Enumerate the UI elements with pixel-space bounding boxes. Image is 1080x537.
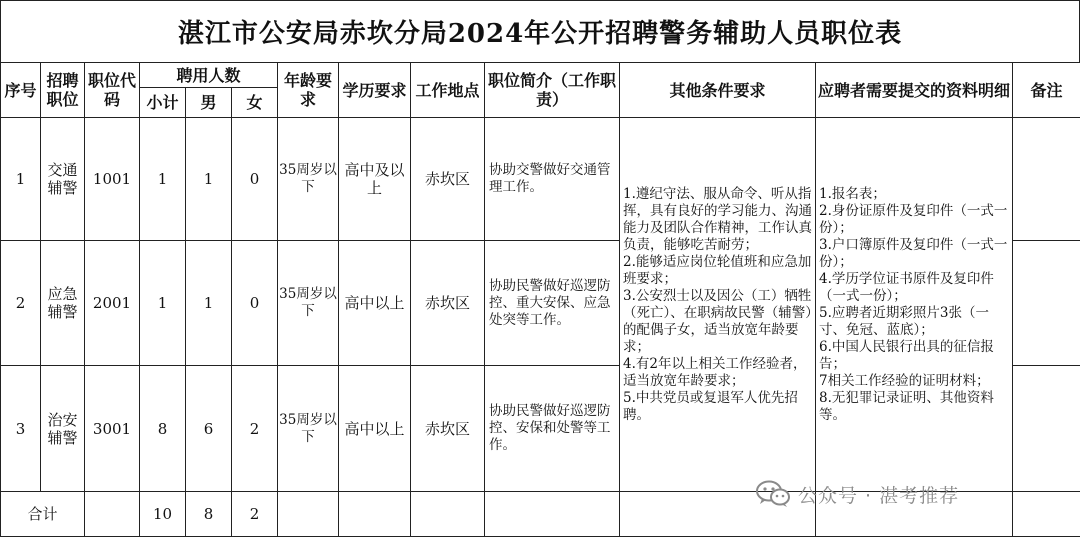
table-row: [1, 118, 1080, 241]
cell-code: 3001: [85, 366, 140, 492]
cell-remarks: [1013, 366, 1080, 492]
condition-item: 3.公安烈士以及因公（工）牺牲（死亡）、在职病故民警（辅警）的配偶子女，适当放宽年龄要求；: [623, 287, 812, 355]
cell-female: 2: [232, 366, 278, 492]
conditions-cell: [620, 118, 816, 492]
document-item: 4.学历学位证书原件及复印件（一式一份）；: [819, 270, 994, 304]
cell-age: 35周岁以下: [278, 241, 339, 366]
cell-location: 赤坎区: [411, 118, 485, 241]
cell-intro: 协助民警做好巡逻防控、安保和处警等工作。: [485, 366, 620, 492]
document-item: 7相关工作经验的证明材料；: [819, 372, 990, 389]
document-item: 8.无犯罪记录证明、其他资料等。: [819, 389, 994, 423]
total-empty: [1013, 492, 1080, 537]
cell-intro: 协助交警做好交通管理工作。: [485, 118, 620, 241]
cell-male: 1: [186, 241, 232, 366]
document-item: 1.报名表；: [819, 185, 886, 202]
watermark: [756, 476, 959, 512]
header-code: 职位代码: [85, 63, 140, 118]
cell-male: 6: [186, 366, 232, 492]
header-subtotal: 小计: [140, 88, 186, 118]
cell-education: 高中及以上: [339, 118, 411, 241]
header-row-1: [1, 63, 1080, 88]
header-male: 男: [186, 88, 232, 118]
cell-remarks: [1013, 118, 1080, 241]
cell-position: 治安辅警: [41, 366, 85, 492]
header-documents: 应聘者需要提交的资料明细: [816, 63, 1013, 118]
cell-male: 1: [186, 118, 232, 241]
document-item: 6.中国人民银行出具的征信报告；: [819, 338, 994, 372]
cell-female: 0: [232, 241, 278, 366]
wechat-icon: [756, 480, 790, 508]
total-female: 2: [232, 492, 278, 537]
total-label: 合计: [1, 492, 85, 537]
condition-item: 5.中共党员或复退军人优先招聘。: [623, 389, 798, 423]
header-remarks: 备注: [1013, 63, 1080, 118]
cell-female: 0: [232, 118, 278, 241]
condition-item: 2.能够适应岗位轮值班和应急加班要求；: [623, 253, 812, 287]
cell-subtotal: 1: [140, 118, 186, 241]
header-female: 女: [232, 88, 278, 118]
cell-code: 1001: [85, 118, 140, 241]
header-seq: 序号: [1, 63, 41, 118]
condition-item: 1.遵纪守法、服从命令、听从指挥，具有良好的学习能力、沟通能力及团队合作精神，工作认真负责，能够吃苦耐劳；: [623, 185, 812, 253]
page-title: 湛江市公安局赤坎分局2024年公开招聘警务辅助人员职位表: [0, 0, 1080, 62]
document-item: 5.应聘者近期彩照片3张（一寸、免冠、蓝底）；: [819, 304, 989, 338]
total-empty: [278, 492, 339, 537]
cell-age: 35周岁以下: [278, 118, 339, 241]
watermark-text: 公众号 · 湛考推荐: [798, 484, 960, 507]
cell-seq: 2: [1, 241, 41, 366]
cell-seq: 1: [1, 118, 41, 241]
header-hire-count: 聘用人数: [140, 63, 278, 88]
documents-cell: [816, 118, 1013, 492]
cell-position: 应急辅警: [41, 241, 85, 366]
cell-age: 35周岁以下: [278, 366, 339, 492]
total-code-empty: [85, 492, 140, 537]
positions-table: [0, 62, 1080, 537]
condition-item: 4.有2年以上相关工作经验者，适当放宽年龄要求；: [623, 355, 807, 389]
cell-code: 2001: [85, 241, 140, 366]
header-intro: 职位简介（工作职责）: [485, 63, 620, 118]
cell-location: 赤坎区: [411, 241, 485, 366]
cell-education: 高中以上: [339, 241, 411, 366]
total-empty: [485, 492, 620, 537]
header-position: 招聘职位: [41, 63, 85, 118]
cell-subtotal: 1: [140, 241, 186, 366]
document-item: 3.户口簿原件及复印件（一式一份）；: [819, 236, 1008, 270]
cell-subtotal: 8: [140, 366, 186, 492]
cell-seq: 3: [1, 366, 41, 492]
total-subtotal: 10: [140, 492, 186, 537]
header-location: 工作地点: [411, 63, 485, 118]
total-male: 8: [186, 492, 232, 537]
header-education: 学历要求: [339, 63, 411, 118]
cell-position: 交通辅警: [41, 118, 85, 241]
header-age: 年龄要求: [278, 63, 339, 118]
cell-education: 高中以上: [339, 366, 411, 492]
total-empty: [411, 492, 485, 537]
total-empty: [339, 492, 411, 537]
cell-intro: 协助民警做好巡逻防控、重大安保、应急处突等工作。: [485, 241, 620, 366]
cell-location: 赤坎区: [411, 366, 485, 492]
cell-remarks: [1013, 241, 1080, 366]
header-conditions: 其他条件要求: [620, 63, 816, 118]
document-item: 2.身份证原件及复印件（一式一份）；: [819, 202, 1008, 236]
